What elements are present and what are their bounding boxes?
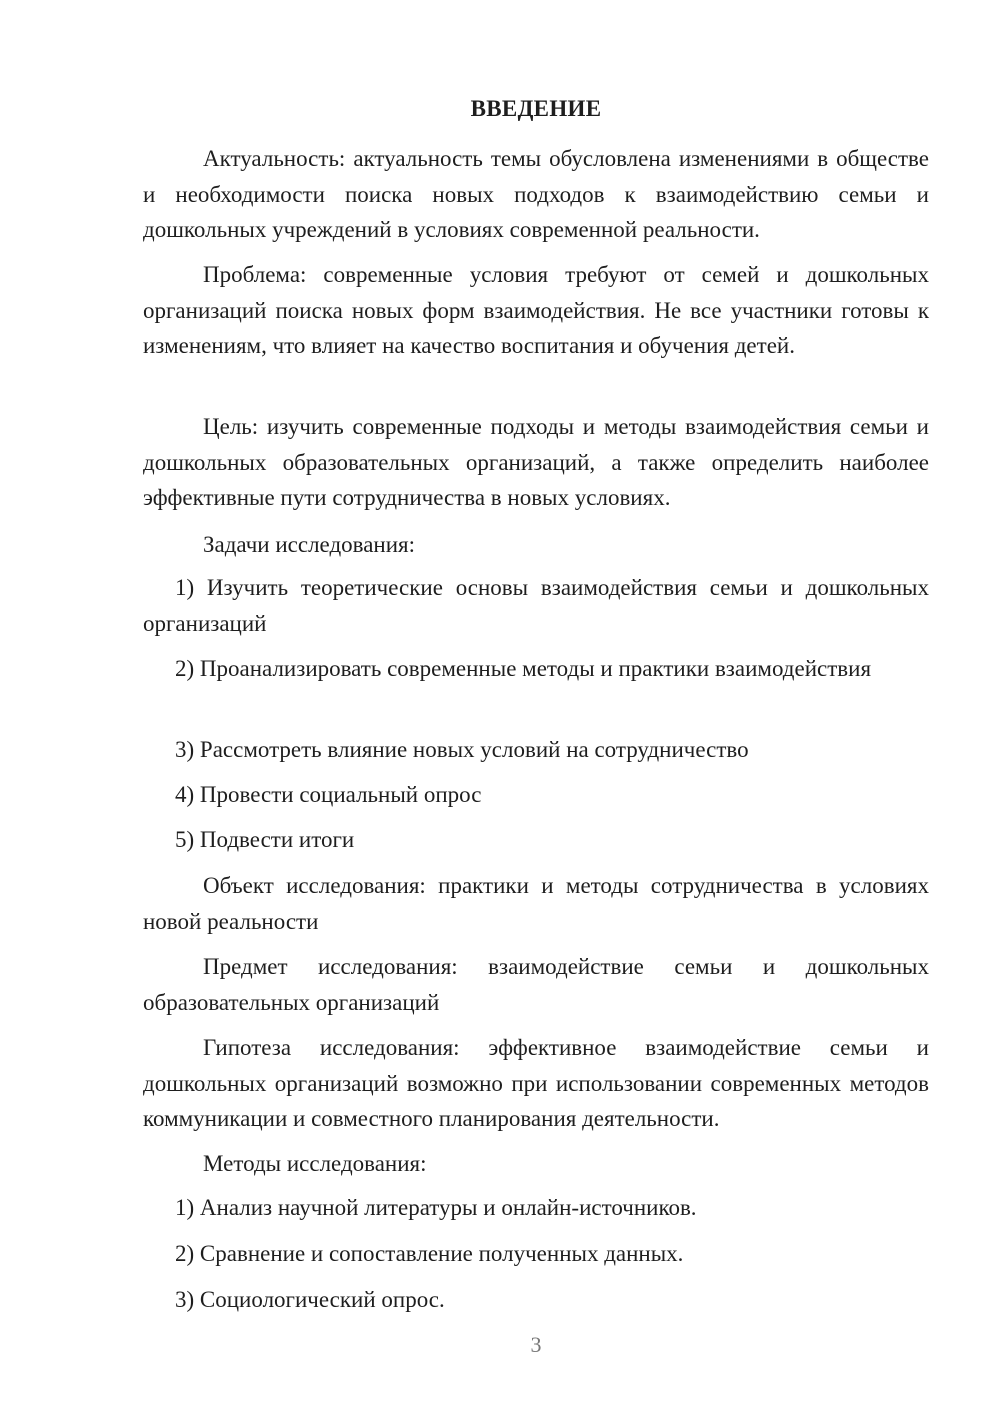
paragraph-goal: Цель: изучить современные подходы и методы взаимодействия семьи и дошкольных образовательных организаций, а также определить наиболее эффективные пути сотрудничества в новых условиях. <box>143 414 929 510</box>
method-item-2: 2) Сравнение и сопоставление полученных данных. <box>175 1241 684 1266</box>
page-number: 3 <box>530 1332 542 1357</box>
paragraph-hypothesis: Гипотеза исследования: эффективное взаимодействие семьи и дошкольных организаций возможно при использовании современных методов коммуникации и совместного планирования деятельности. <box>143 1035 929 1131</box>
methods-heading: Методы исследования: <box>203 1151 427 1176</box>
paragraph-problem: Проблема: современные условия требуют от семей и дошкольных организаций поиска новых форм взаимодействия. Не все участники готовы к изменениям, что влияет на качество воспитания и обучения детей. <box>143 262 929 358</box>
method-item-1: 1) Анализ научной литературы и онлайн-источников. <box>175 1195 697 1220</box>
task-item-3: 3) Рассмотреть влияние новых условий на сотрудничество <box>175 737 749 762</box>
method-item-3: 3) Социологический опрос. <box>175 1287 445 1312</box>
task-item-1: 1) Изучить теоретические основы взаимодействия семьи и дошкольных организаций <box>143 575 929 636</box>
page-title: ВВЕДЕНИЕ <box>470 96 602 121</box>
task-item-5: 5) Подвести итоги <box>175 827 355 852</box>
tasks-heading: Задачи исследования: <box>203 532 416 557</box>
task-item-4: 4) Провести социальный опрос <box>175 782 482 807</box>
paragraph-subject: Предмет исследования: взаимодействие семьи и дошкольных образовательных организаций <box>143 954 929 1015</box>
paragraph-actuality: Актуальность: актуальность темы обусловлена изменениями в обществе и необходимости поиска новых подходов к взаимодействию семьи и дошкольных учреждений в условиях современной реальности. <box>143 146 929 242</box>
paragraph-object: Объект исследования: практики и методы сотрудничества в условиях новой реальности <box>143 873 929 934</box>
task-item-2: 2) Проанализировать современные методы и практики взаимодействия <box>175 656 872 681</box>
